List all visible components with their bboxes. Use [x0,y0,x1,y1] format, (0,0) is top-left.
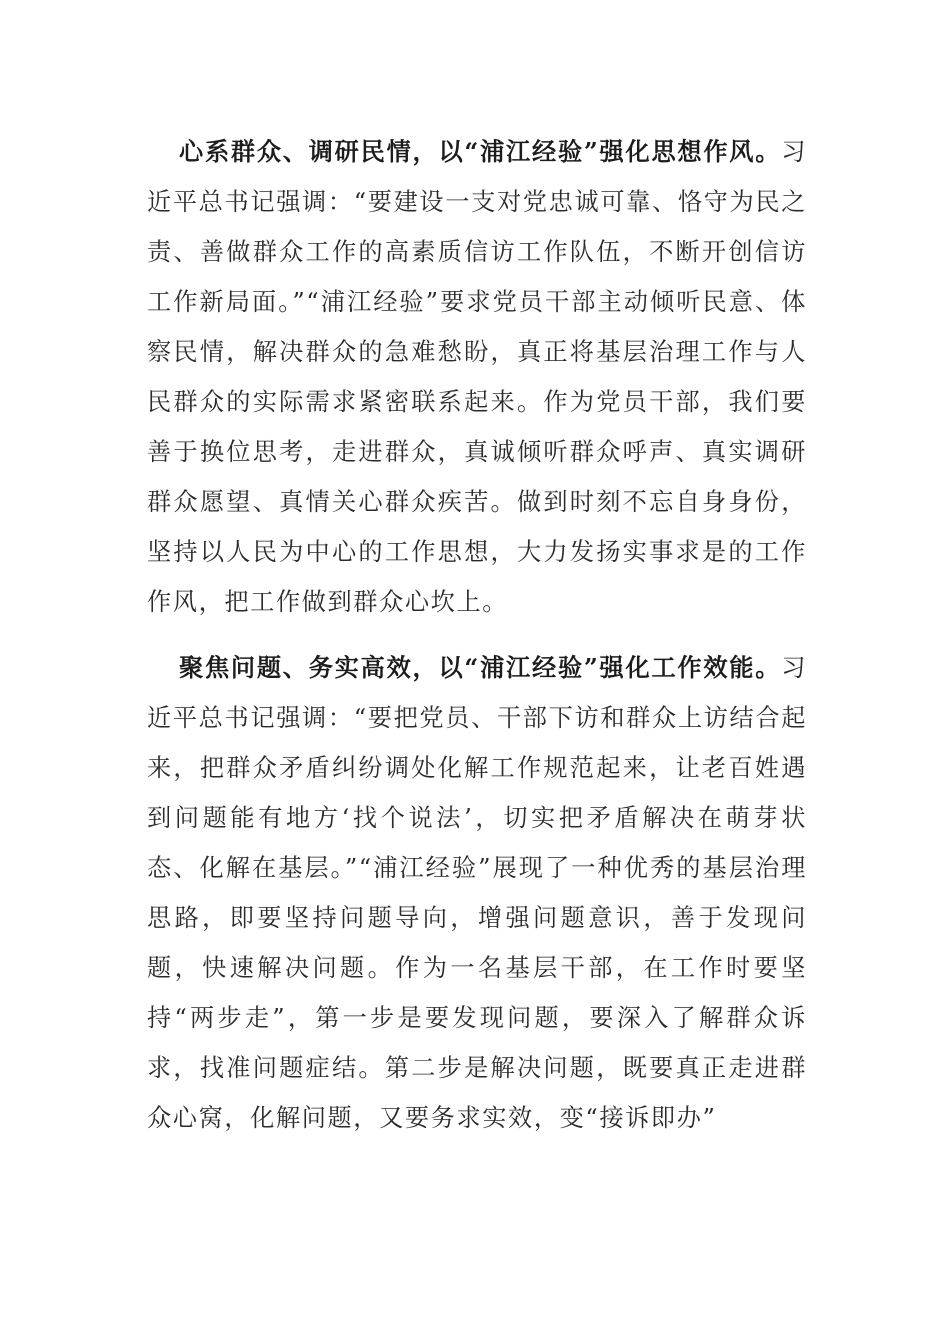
paragraph-heading: 心系群众、调研民情，以“浦江经验”强化思想作风。 [179,137,782,166]
paragraph-work-efficiency [147,643,807,1143]
paragraph-body: 习近平总书记强调：“要建设一支对党忠诚可靠、恪守为民之责、善做群众工作的高素质信访工作队伍，不断开创信访工作新局面。”“浦江经验”要求党员干部主动倾听民意、体察民情，解决群众的急难愁盼，真正将基层治理工作与人民群众的实际需求紧密联系起来。作为党员干部，我们要善于换位思考，走进群众，真诚倾听群众呼声、真实调研群众愿望、真情关心群众疾苦。做到时刻不忘自身身份，坚持以人民为中心的工作思想，大力发扬实事求是的工作作风，把工作做到群众心坎上。 [147,138,807,616]
paragraph-body: 习近平总书记强调：“要把党员、干部下访和群众上访结合起来，把群众矛盾纠纷调处化解工作规范起来，让老百姓遇到问题能有地方‘找个说法’，切实把矛盾解决在萌芽状态、化解在基层。”“浦江经验”展现了一种优秀的基层治理思路，即要坚持问题导向，增强问题意识，善于发现问题，快速解决问题。作为一名基层干部，在工作时要坚持“两步走”，第一步是要发现问题，要深入了解群众诉求，找准问题症结。第二步是解决问题，既要真正走进群众心窝，化解问题，又要务求实效，变“接诉即办” [147,654,807,1132]
paragraph-thought-style [147,127,807,627]
paragraph-heading: 聚焦问题、务实高效，以“浦江经验”强化工作效能。 [179,653,782,682]
